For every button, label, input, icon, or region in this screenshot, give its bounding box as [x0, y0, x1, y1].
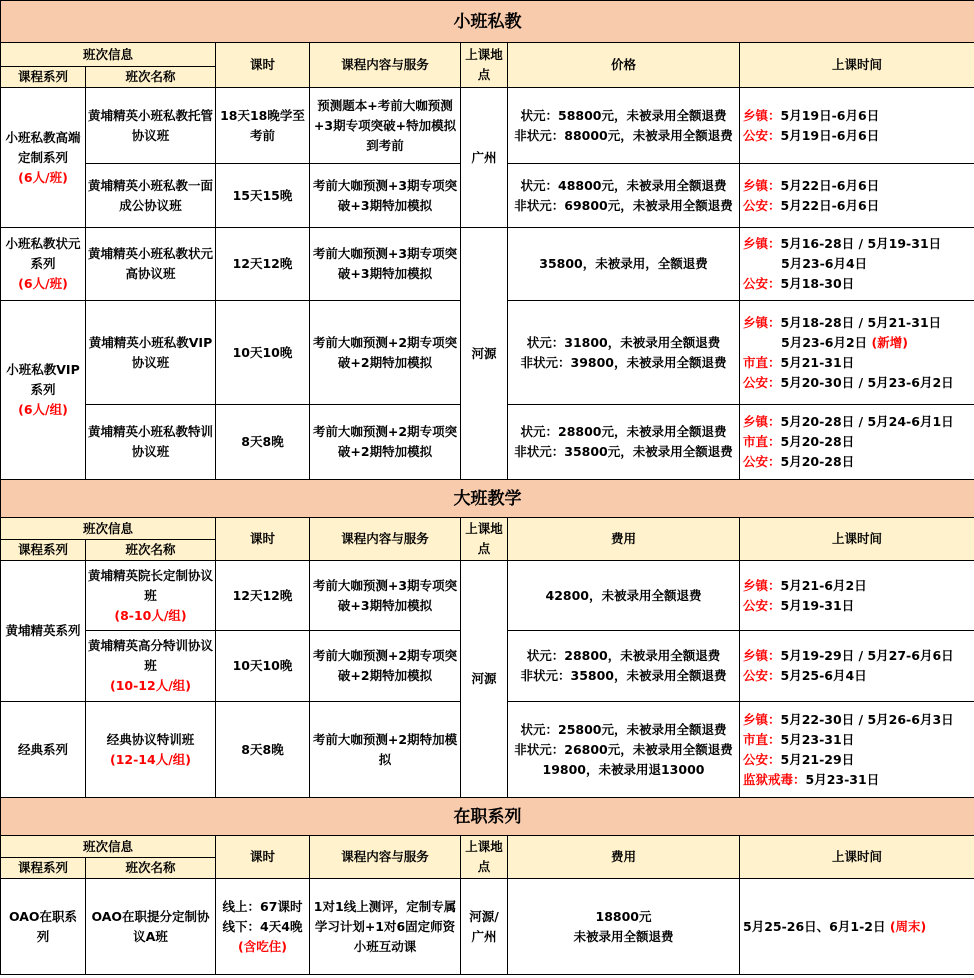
schedule-cell [740, 561, 974, 631]
series-name: 小班私教状元系列 [5, 236, 81, 271]
class-hours: 18天18晚学至考前 [216, 88, 310, 164]
class-hours: 10天10晚 [216, 301, 310, 405]
schedule-line: 乡镇：5月20-28日 / 5月24-6月1日 [743, 414, 954, 429]
schedule-cell [740, 702, 974, 798]
schedule-line: 乡镇：5月19日-6月6日 [743, 107, 880, 123]
schedule-cell [740, 405, 974, 480]
price-line: 未被录用全额退费 [573, 928, 674, 944]
price-line: 非状元：35800元，未被录用全额退费 [514, 444, 733, 459]
class-content: 考前大咖预测+3期专项突破+3期特加模拟 [310, 561, 461, 631]
header-content: 课程内容与服务 [310, 43, 461, 88]
header-price: 价格 [508, 43, 740, 88]
schedule-cell [740, 301, 974, 405]
location: 河源 [461, 561, 508, 798]
header-series: 课程系列 [1, 858, 86, 879]
class-name: 经典协议特训班 [106, 731, 195, 747]
price-cell [508, 405, 740, 480]
series-cell [1, 228, 86, 301]
header-class-name: 班次名称 [86, 858, 216, 879]
price-line: 状元：25800元，未被录用全额退费 [520, 721, 727, 737]
class-name: 黄埔精英院长定制协议班 [88, 567, 214, 603]
group-size: (6人/班) [18, 169, 68, 185]
class-content: 考前大咖预测+2期专项突破+2期特加模拟 [310, 301, 461, 405]
schedule-line: 5月23-6月2日 (新增) [781, 334, 908, 350]
price-line: 非状元：39800，未被录用全额退费 [520, 354, 727, 370]
header-class-info: 班次信息 [1, 43, 216, 67]
price-line: 状元：58800元，未被录用全额退费 [520, 107, 727, 123]
schedule-line: 乡镇：5月21-6月2日 [743, 577, 867, 593]
table-row [1, 561, 974, 631]
class-content: 考前大咖预测+2期专项突破+2期特加模拟 [310, 631, 461, 702]
schedule-line: 5月23-6月4日 [781, 256, 868, 271]
class-hours: 12天12晚 [216, 561, 310, 631]
section-title-small-class: 小班私教 [1, 1, 974, 43]
price-line: 非状元：69800元，未被录用全额退费 [514, 197, 733, 213]
class-name-cell [86, 702, 216, 798]
series-cell [1, 88, 86, 228]
class-content: 考前大咖预测+2期专项突破+2期特加模拟 [310, 405, 461, 480]
price-line: 非状元：35800，未被录用全额退费 [520, 668, 727, 683]
price-line: 19800，未被录用退13000 [542, 761, 705, 777]
class-name: 黄埔精英高分特训协议班 [88, 638, 214, 673]
schedule-line: 市直：5月23-31日 [743, 731, 855, 747]
class-content: 考前大咖预测+2期特加模拟 [310, 702, 461, 798]
schedule-line: 公安：5月18-30日 [743, 276, 855, 291]
series-cell [1, 301, 86, 480]
group-size: (6人/组) [18, 402, 68, 417]
price-line: 非状元：26800元，未被录用全额退费 [514, 741, 733, 757]
class-name: 黄埔精英小班私教托管协议班 [86, 88, 216, 164]
price-line: 42800，未被录用全额退费 [545, 587, 702, 603]
header-schedule: 上课时间 [740, 43, 974, 88]
class-hours: 15天15晚 [216, 164, 310, 228]
header-content: 课程内容与服务 [310, 518, 461, 561]
price-line: 35800，未被录用，全额退费 [539, 256, 708, 271]
class-name: 黄埔精英小班私教VIP协议班 [86, 301, 216, 405]
header-schedule: 上课时间 [740, 836, 974, 879]
schedule-line: 5月25-26日、6月1-2日 (周末) [743, 918, 927, 934]
price-line: 状元：28800，未被录用全额退费 [526, 648, 721, 663]
header-hours: 课时 [216, 518, 310, 561]
class-name-cell [86, 561, 216, 631]
class-content: 预测题本+考前大咖预测+3期专项突破+特加模拟到考前 [310, 88, 461, 164]
hours-note: (含吃住) [238, 938, 287, 954]
schedule-cell [740, 879, 974, 975]
price-cell [508, 879, 740, 975]
header-hours: 课时 [216, 43, 310, 88]
header-hours: 课时 [216, 836, 310, 879]
class-hours: 8天8晚 [216, 405, 310, 480]
schedule-cell [740, 228, 974, 301]
group-size: (6人/班) [18, 276, 68, 291]
schedule-line: 乡镇：5月22-30日 / 5月26-6月3日 [743, 711, 954, 727]
schedule-line: 市直：5月20-28日 [743, 434, 855, 449]
table-row [1, 88, 974, 164]
header-class-info: 班次信息 [1, 836, 216, 858]
group-size: (10-12人/组) [110, 678, 191, 693]
schedule-line: 市直：5月21-31日 [743, 354, 855, 370]
schedule-line: 公安：5月19日-6月6日 [743, 127, 880, 143]
header-series: 课程系列 [1, 540, 86, 561]
price-cell [508, 301, 740, 405]
header-location: 上课地点 [461, 836, 508, 879]
schedule-line: 公安：5月21-29日 [743, 751, 855, 767]
class-hours: 10天10晚 [216, 631, 310, 702]
header-class-name: 班次名称 [86, 540, 216, 561]
series-name: 小班私教高端定制系列 [5, 129, 81, 165]
price-cell [508, 631, 740, 702]
schedule-line: 乡镇：5月18-28日 / 5月21-31日 [743, 314, 942, 330]
hours-line: 线上：67课时 [222, 898, 303, 914]
table-row [1, 879, 974, 975]
group-size: (12-14人/组) [110, 751, 191, 767]
series-cell: 经典系列 [1, 702, 86, 798]
header-fee: 费用 [508, 836, 740, 879]
price-line: 状元：48800元，未被录用全额退费 [520, 177, 727, 193]
location: 广州 [461, 88, 508, 228]
schedule-line: 公安：5月20-30日 / 5月23-6月2日 [743, 374, 954, 390]
schedule-line: 乡镇：5月22日-6月6日 [743, 177, 880, 193]
header-location: 上课地点 [461, 43, 508, 88]
schedule-cell [740, 631, 974, 702]
header-content: 课程内容与服务 [310, 836, 461, 879]
schedule-line: 公安：5月25-6月4日 [743, 668, 867, 683]
location: 河源 [461, 228, 508, 480]
class-hours-cell [216, 879, 310, 975]
price-cell [508, 164, 740, 228]
price-cell [508, 561, 740, 631]
schedule-cell [740, 164, 974, 228]
class-content: 考前大咖预测+3期专项突破+3期特加模拟 [310, 164, 461, 228]
class-name: 黄埔精英小班私教特训协议班 [86, 405, 216, 480]
section-title-large-class: 大班教学 [1, 480, 974, 518]
price-cell [508, 228, 740, 301]
class-name: 黄埔精英小班私教一面成公协议班 [86, 164, 216, 228]
class-name: OAO在职提分定制协议A班 [86, 879, 216, 975]
header-class-info: 班次信息 [1, 518, 216, 540]
header-schedule: 上课时间 [740, 518, 974, 561]
series-name: 小班私教VIP系列 [6, 362, 80, 397]
header-location: 上课地点 [461, 518, 508, 561]
class-name-cell [86, 631, 216, 702]
schedule-line: 公安：5月19-31日 [743, 597, 855, 613]
price-line: 状元：31800，未被录用全额退费 [526, 334, 721, 350]
class-content: 考前大咖预测+3期专项突破+3期特加模拟 [310, 228, 461, 301]
class-hours: 8天8晚 [216, 702, 310, 798]
price-cell [508, 702, 740, 798]
group-size: (8-10人/组) [114, 607, 187, 623]
location: 河源/广州 [461, 879, 508, 975]
schedule-line: 公安：5月22日-6月6日 [743, 197, 880, 213]
header-fee: 费用 [508, 518, 740, 561]
price-line: 18800元 [595, 908, 652, 924]
class-name: 黄埔精英小班私教状元高协议班 [86, 228, 216, 301]
series-cell: 黄埔精英系列 [1, 561, 86, 702]
schedule-cell [740, 88, 974, 164]
price-line: 非状元：88000元，未被录用全额退费 [514, 127, 733, 143]
schedule-line: 乡镇：5月16-28日 / 5月19-31日 [743, 236, 942, 251]
class-hours: 12天12晚 [216, 228, 310, 301]
table-row [1, 228, 974, 301]
schedule-line: 监狱戒毒：5月23-31日 [743, 771, 880, 787]
hours-line: 线下：4天4晚 [222, 918, 303, 934]
series-cell: OAO在职系列 [1, 879, 86, 975]
schedule-line: 公安：5月20-28日 [743, 454, 855, 469]
price-cell [508, 88, 740, 164]
header-class-name: 班次名称 [86, 67, 216, 88]
class-content: 1对1线上测评，定制专属学习计划+1对6固定师资小班互动课 [310, 879, 461, 975]
header-series: 课程系列 [1, 67, 86, 88]
schedule-line: 乡镇：5月19-29日 / 5月27-6月6日 [743, 648, 954, 663]
price-line: 状元：28800元，未被录用全额退费 [520, 424, 727, 439]
section-title-inservice: 在职系列 [1, 798, 974, 836]
